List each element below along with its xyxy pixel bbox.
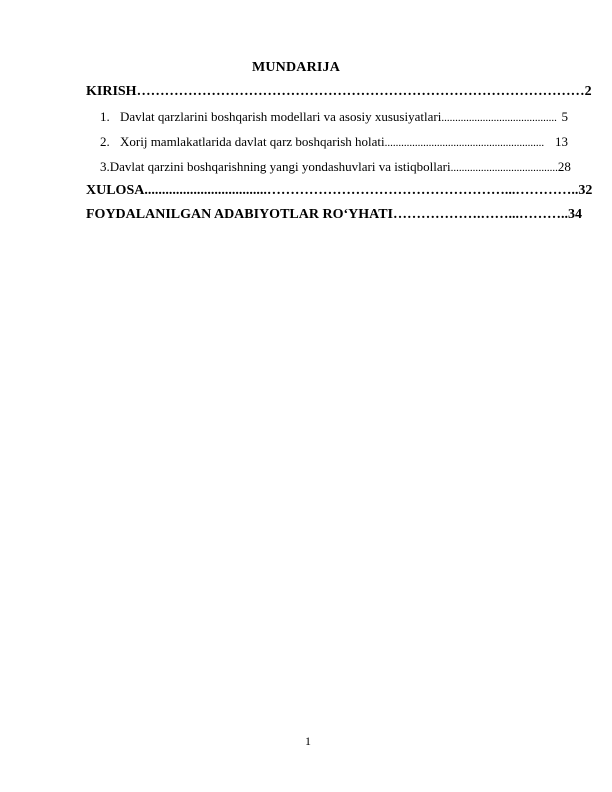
toc-entry-page: 2 (584, 84, 592, 99)
toc-entry-chapter-2[interactable] (100, 134, 568, 150)
toc-entry-chapter-3[interactable] (100, 159, 571, 175)
toc-entry-page: 5 (561, 109, 568, 124)
toc-entry-kirish[interactable] (86, 84, 592, 100)
toc-leader-dots: .......................................... (441, 112, 557, 124)
toc-entry-number: 1. (100, 109, 110, 124)
toc-leader-dots: ……………….……...……….. (393, 207, 568, 222)
toc-leader-dots: .......................................................... (384, 137, 545, 149)
toc-leader-dots: …………………………………………………………………………………… (136, 84, 585, 99)
page-number-text: 1 (305, 734, 311, 748)
toc-entry-page: 28 (557, 159, 571, 174)
toc-entry-adabiyotlar[interactable] (86, 207, 582, 223)
toc-entry-page: 34 (568, 207, 582, 222)
toc-entry-label: FOYDALANILGAN ADABIYOTLAR RO‘YHATI (86, 207, 393, 222)
toc-leader-dots: ...................................……………………………………………...………….. (144, 183, 579, 198)
toc-heading-text: MUNDARIJA (251, 60, 341, 75)
toc-heading (0, 60, 612, 76)
toc-entry-label: KIRISH (86, 84, 137, 99)
page-number (0, 734, 612, 749)
toc-entry-page: 32 (578, 183, 593, 198)
toc-entry-label: XULOSA (86, 183, 145, 198)
toc-entry-number: 3. (100, 159, 110, 174)
toc-entry-chapter-1[interactable] (100, 109, 568, 125)
toc-leader-dots: ....................................... (450, 162, 558, 174)
toc-entry-label: Davlat qarzini boshqarishning yangi yondashuvlari va istiqbollari (109, 159, 451, 174)
toc-entry-label: Xorij mamlakatlarida davlat qarz boshqarish holati (120, 134, 385, 149)
toc-entry-label: Davlat qarzlarini boshqarish modellari va asosiy xususiyatlari (120, 109, 442, 124)
toc-entry-xulosa[interactable] (86, 183, 593, 199)
toc-entry-page: 13 (555, 134, 568, 149)
toc-entry-number: 2. (100, 134, 110, 149)
